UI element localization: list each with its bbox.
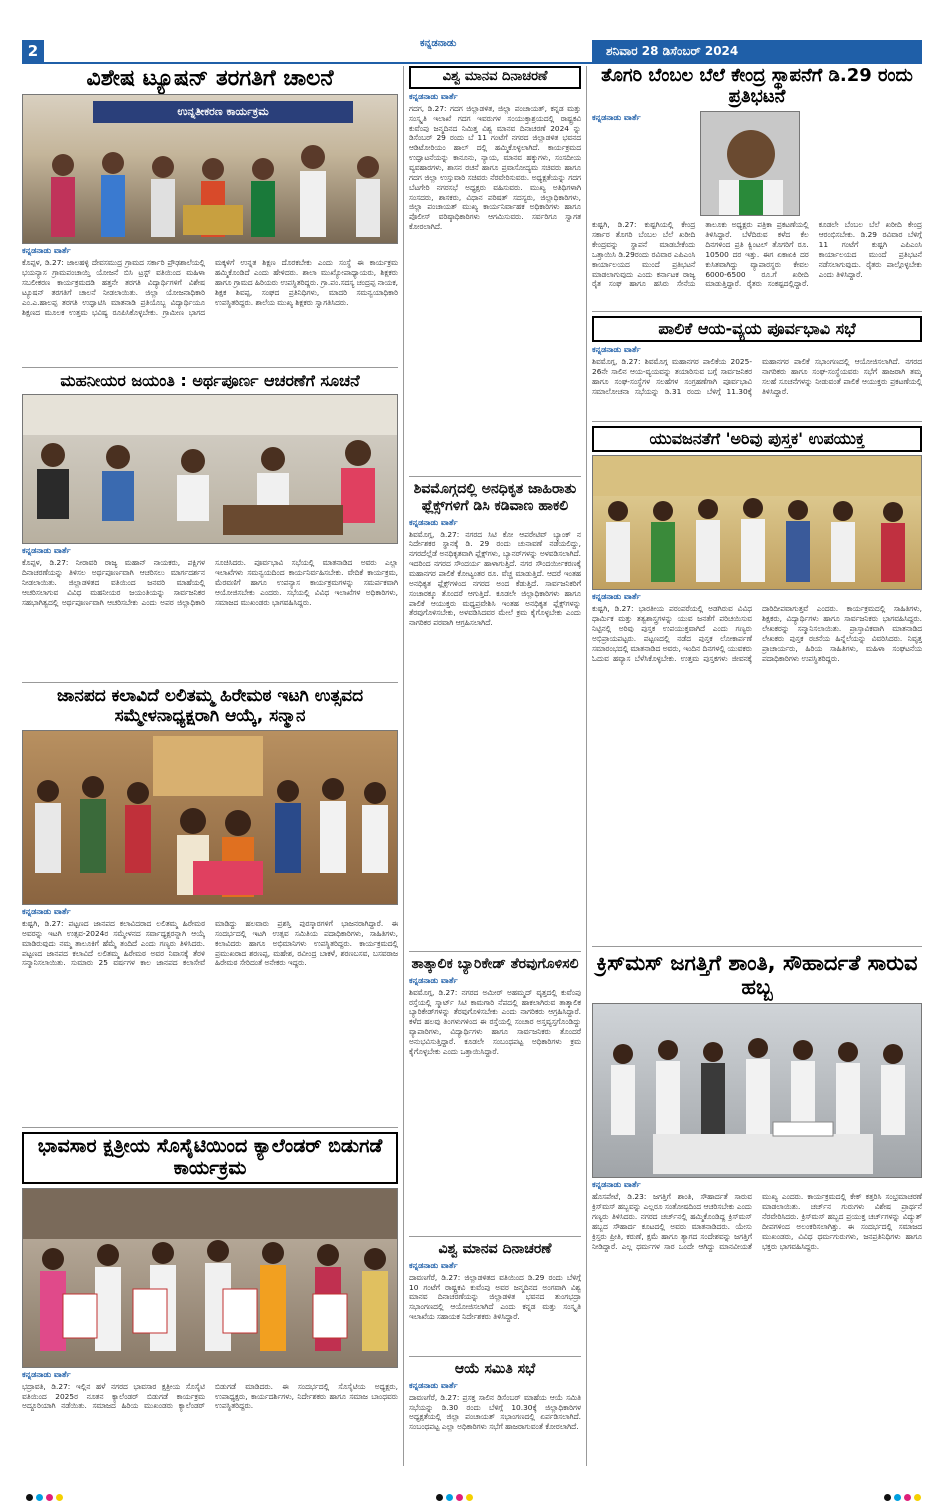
registration-dot: [456, 1494, 463, 1501]
article-body: ಶಿವಮೊಗ್ಗ, ಡಿ.27: ನಗರದ ಅಮೀರ್ ಅಹಮ್ಮದ್ ವೃತ್ತದಲ್ಲಿ ಕುವೆಂಪು ರಸ್ತೆಯಲ್ಲಿ ಸ್ಮಾರ್ಟ್ ಸಿಟಿ ಕಾಮಗಾರಿ ನೆಪದಲ್ಲಿ ಹಾಕಲಾಗಿರುವ ತಾತ್ಕಾಲಿಕ ಬ್ಯಾರಿಕೇಡ್‌ಗಳನ್ನು ತೆರವುಗೊಳಿಸಬೇಕು ಎಂದು ನಾಗರಿಕರು ಆಗ್ರಹಿಸಿದ್ದಾರೆ. ಕಳೆದ ಹಲವು ತಿಂಗಳುಗಳಿಂದ ಈ ರಸ್ತೆಯಲ್ಲಿ ಸಂಚಾರ ಅಸ್ತವ್ಯಸ್ತಗೊಂಡಿದ್ದು ವ್ಯಾಪಾರಿಗಳು, ವಿದ್ಯಾರ್ಥಿಗಳು ಹಾಗೂ ಸಾರ್ವಜನಿಕರು ತೊಂದರೆ ಅನುಭವಿಸುತ್ತಿದ್ದಾರೆ. ಕೂಡಲೇ ಸಂಬಂಧಪಟ್ಟ ಅಧಿಕಾರಿಗಳು ಕ್ರಮ ಕೈಗೊಳ್ಳಬೇಕು ಎಂದು ಒತ್ತಾಯಿಸಿದ್ದಾರೆ.: [409, 987, 581, 1056]
story-arivu: [592, 421, 922, 941]
headline: ತೊಗರಿ ಬೆಂಬಲ ಬೆಲೆ ಕೇಂದ್ರ ಸ್ಥಾಪನೆಗೆ ಡಿ.29 ರಂದು ಪ್ರತಿಭಟನೆ: [601, 66, 913, 107]
registration-dot: [466, 1494, 473, 1501]
registration-dot: [46, 1494, 53, 1501]
event-banner: ಉನ್ನತೀಕರಣ ಕಾರ್ಯಕ್ರಮ: [93, 101, 353, 123]
registration-dot: [36, 1494, 43, 1501]
registration-dot: [894, 1494, 901, 1501]
byline: ಕನ್ನಡನಾಡು ವಾರ್ತೆ: [22, 246, 71, 256]
byline: ಕನ್ನಡನಾಡು ವಾರ್ತೆ: [409, 1380, 458, 1390]
story-tuition: [22, 66, 398, 362]
story-lalitamma: [22, 682, 398, 1122]
byline: ಕನ್ನಡನಾಡು ವಾರ್ತೆ: [409, 91, 458, 101]
byline: ಕನ್ನಡನಾಡು ವಾರ್ತೆ: [592, 113, 641, 123]
date-bar: ಶನಿವಾರ 28 ಡಿಸೆಂಬರ್ 2024: [592, 40, 922, 62]
byline: ಕನ್ನಡನಾಡು ವಾರ್ತೆ: [22, 907, 71, 917]
article-body: ಕುಷ್ಟಗಿ, ಡಿ.27: ಭಾರತೀಯ ಪರಂಪರೆಯಲ್ಲಿ ಅಡಗಿರುವ ವಿವಿಧ ಧಾರ್ಮಿಕ ಮತ್ತು ತತ್ವಶಾಸ್ತ್ರಗಳನ್ನು ಯುವ ಜನತೆಗೆ ಪರಿಚಯಿಸುವ ನಿಟ್ಟಿನಲ್ಲಿ ಅರಿವು ಪುಸ್ತಕ ಉಪಯುಕ್ತವಾಗಿದೆ ಎಂದು ಗಣ್ಯರು ಅಭಿಪ್ರಾಯಪಟ್ಟರು. ಪಟ್ಟಣದಲ್ಲಿ ನಡೆದ ಪುಸ್ತಕ ಲೋಕಾರ್ಪಣೆ ಸಮಾರಂಭದಲ್ಲಿ ಮಾತನಾಡಿದ ಅವರು, ಇಂದಿನ ದಿನಗಳಲ್ಲಿ ಯುವಕರು ಓದುವ ಹವ್ಯಾಸ ಬೆಳೆಸಿಕೊಳ್ಳಬೇಕು. ಉತ್ತಮ ಪುಸ್ತಕಗಳು ಜೀವನಕ್ಕೆ ದಾರಿದೀಪವಾಗುತ್ತವೆ ಎಂದರು. ಕಾರ್ಯಕ್ರಮದಲ್ಲಿ ಸಾಹಿತಿಗಳು, ಶಿಕ್ಷಕರು, ವಿದ್ಯಾರ್ಥಿಗಳು ಹಾಗೂ ಸಾರ್ವಜನಿಕರು ಭಾಗವಹಿಸಿದ್ದರು. ಲೇಖಕರನ್ನು ಸನ್ಮಾನಿಸಲಾಯಿತು. ಪ್ರಾಸ್ತಾವಿಕವಾಗಿ ಮಾತನಾಡಿದ ಲೇಖಕರು ಪುಸ್ತಕ ರಚನೆಯ ಹಿನ್ನೆಲೆಯನ್ನು ವಿವರಿಸಿದರು. ನಿವೃತ್ತ ಪ್ರಾಚಾರ್ಯರು, ಹಿರಿಯ ಸಾಹಿತಿಗಳು, ಮಹಿಳಾ ಸಂಘಟನೆಯ ಪದಾಧಿಕಾರಿಗಳು ಉಪಸ್ಥಿತರಿದ್ದರು.: [592, 604, 922, 663]
byline: ಕನ್ನಡನಾಡು ವಾರ್ತೆ: [22, 546, 71, 556]
registration-dot: [436, 1494, 443, 1501]
news-photo: [22, 1188, 398, 1368]
masthead: ಕನ್ನಡನಾಡು: [420, 38, 457, 49]
story-aaye: [409, 1356, 581, 1472]
headline: ವಿಶೇಷ ಟ್ಯೂಷನ್ ತರಗತಿಗೆ ಚಾಲನೆ: [86, 66, 334, 91]
article-body: ಕುಷ್ಟಗಿ, ಡಿ.27: ಕುಷ್ಟಗಿಯಲ್ಲಿ ಕೇಂದ್ರ ಸರ್ಕಾರ ತೊಗರಿ ಬೆಂಬಲ ಬೆಲೆ ಖರೀದಿ ಕೇಂದ್ರವನ್ನು ಸ್ಥಾಪನೆ ಮಾಡಬೇಕೆಂದು ಒತ್ತಾಯಿಸಿ ಡಿ.29ರಂದು ರವಿವಾರ ಎಪಿಎಂಸಿ ಕಾರ್ಯಾಲಯದ ಮುಂದೆ ಪ್ರತಿಭಟನೆ ಮಾಡಲಾಗುವುದು ಎಂದು ಕರ್ನಾಟಕ ರಾಜ್ಯ ರೈತ ಸಂಘ ಹಾಗೂ ಹಸಿರು ಸೇನೆಯ ತಾಲೂಕು ಅಧ್ಯಕ್ಷರು ಪತ್ರಿಕಾ ಪ್ರಕಟಣೆಯಲ್ಲಿ ತಿಳಿಸಿದ್ದಾರೆ. ಬೆಳೆದಿರುವ ಕಳೆದ ಕೆಲ ದಿನಗಳಿಂದ ಪ್ರತಿ ಕ್ವಿಂಟಲ್ ತೊಗರಿಗೆ ರೂ. 10500 ದರ ಇತ್ತು. ಈಗ ಏಕಾಏಕಿ ದರ ಕುಸಿತವಾಗಿದ್ದು ವ್ಯಾಪಾರಸ್ಥರು ಕೇವಲ 6000-6500 ರೂ.ಗೆ ಖರೀದಿ ಮಾಡುತ್ತಿದ್ದಾರೆ. ರೈತರು ಸಂಕಷ್ಟದಲ್ಲಿದ್ದಾರೆ. ಕೂಡಲೇ ಬೆಂಬಲ ಬೆಲೆ ಖರೀದಿ ಕೇಂದ್ರ ಆರಂಭಿಸಬೇಕು. ಡಿ.29 ರವಿವಾರ ಬೆಳಿಗ್ಗೆ 11 ಗಂಟೆಗೆ ಕುಷ್ಟಗಿ ಎಪಿಎಂಸಿ ಕಾರ್ಯಾಲಯದ ಮುಂದೆ ಪ್ರತಿಭಟನೆ ನಡೆಸಲಾಗುವುದು. ರೈತರು ಪಾಲ್ಗೊಳ್ಳಬೇಕು ಎಂದು ತಿಳಿಸಿದ್ದಾರೆ.: [592, 220, 922, 289]
byline: ಕನ್ನಡನಾಡು ವಾರ್ತೆ: [592, 592, 641, 602]
story-barricade: [409, 951, 581, 1231]
headline: ಶಿವಮೊಗ್ಗದಲ್ಲಿ ಅನಧಿಕೃತ ಜಾಹಿರಾತು ಫ್ಲೆಕ್ಸ್‌ಗಳಿಗೆ ಡಿಸಿ ಕಡಿವಾಣ ಹಾಕಲಿ: [413, 481, 577, 514]
registration-marks-right: [884, 1494, 921, 1501]
headline: ಪಾಲಿಕೆ ಆಯ-ವ್ಯಯ ಪೂರ್ವಭಾವಿ ಸಭೆ: [592, 316, 922, 342]
headline: ಯುವಜನತೆಗೆ 'ಅರಿವು ಪುಸ್ತಕ' ಉಪಯುಕ್ತ: [592, 426, 922, 452]
story-shivamogga-flex: [409, 476, 581, 946]
article-body: ಶಿವಮೊಗ್ಗ, ಡಿ.27: ನಗರದ ಸಿಟಿ ಕೋ ಆಪರೇಟಿವ್ ಬ್ಯಾಂಕ್ ನ ನಿರ್ದೇಶಕರ ಸ್ಥಾನಕ್ಕೆ ಡಿ. 29 ರಂದು ಚುನಾವಣೆ ನಡೆಯಲಿದ್ದು, ನಗರದೆಲ್ಲೆಡೆ ಅನಧಿಕೃತವಾಗಿ ಫ್ಲೆಕ್ಸ್‌ಗಳು, ಬ್ಯಾನರ್‌ಗಳನ್ನು ಅಳವಡಿಸಲಾಗಿದೆ. ಇದರಿಂದ ನಗರದ ಸೌಂದರ್ಯ ಹಾಳಾಗುತ್ತಿದೆ. ನಗರ ಸೌಂದರ್ಯೀಕರಣಕ್ಕೆ ಮಹಾನಗರ ಪಾಲಿಕೆ ಕೋಟ್ಯಂತರ ರೂ. ವೆಚ್ಚ ಮಾಡುತ್ತಿದೆ. ಆದರೆ ಇಂತಹ ಅನಧಿಕೃತ ಫ್ಲೆಕ್ಸ್‌ಗಳಿಂದ ನಗರದ ಅಂದ ಕೆಡುತ್ತಿದೆ. ಸಾರ್ವಜನಿಕರಿಗೆ ಸಂಚಾರಕ್ಕೂ ತೊಂದರೆ ಆಗುತ್ತಿದೆ. ಕೂಡಲೇ ಜಿಲ್ಲಾಧಿಕಾರಿಗಳು ಹಾಗೂ ಪಾಲಿಕೆ ಆಯುಕ್ತರು ಮಧ್ಯಪ್ರವೇಶಿಸಿ ಇಂತಹ ಅನಧಿಕೃತ ಫ್ಲೆಕ್ಸ್‌ಗಳನ್ನು ತೆರವುಗೊಳಿಸಬೇಕು, ಅಳವಡಿಸಿದವರ ಮೇಲೆ ಕ್ರಮ ಕೈಗೊಳ್ಳಬೇಕು ಎಂದು ನಾಗರಿಕರ ಪರವಾಗಿ ಆಗ್ರಹಿಸಲಾಗಿದೆ.: [409, 529, 581, 628]
byline: ಕನ್ನಡನಾಡು ವಾರ್ತೆ: [409, 975, 458, 985]
felicitation-illustration: [23, 731, 398, 905]
column-divider: [403, 66, 404, 1466]
story-togari: [592, 66, 922, 306]
article-body: ಕುಷ್ಟಗಿ, ಡಿ.27: ಪಟ್ಟಣದ ಜಾನಪದ ಕಲಾವಿದರಾದ ಲಲಿತಮ್ಮ ಹಿರೇಮಠ ಅವರನ್ನು ಇಟಗಿ ಉತ್ಸವ-2024ರ ಸಮ್ಮೇಳನದ ಸರ್ವಾಧ್ಯಕ್ಷರನ್ನಾಗಿ ಆಯ್ಕೆ ಮಾಡಿರುವುದು ನಮ್ಮ ತಾಲೂಕಿಗೆ ಹೆಮ್ಮೆ ತಂದಿದೆ ಎಂದು ಗಣ್ಯರು ತಿಳಿಸಿದರು. ಪಟ್ಟಣದ ಜಾನಪದ ಕಲಾವಿದೆ ಲಲಿತಮ್ಮ ಹಿರೇಮಠ ಅವರ ನಿವಾಸಕ್ಕೆ ತೆರಳಿ ಸನ್ಮಾನಿಸಲಾಯಿತು. ಸುಮಾರು 25 ವರ್ಷಗಳ ಕಾಲ ಜಾನಪದ ಕಲಾಸೇವೆ ಮಾಡಿದ್ದು ಹಲವಾರು ಪ್ರಶಸ್ತಿ ಪುರಸ್ಕಾರಗಳಿಗೆ ಭಾಜನರಾಗಿದ್ದಾರೆ. ಈ ಸಂದರ್ಭದಲ್ಲಿ ಇಟಗಿ ಉತ್ಸವ ಸಮಿತಿಯ ಪದಾಧಿಕಾರಿಗಳು, ಸಾಹಿತಿಗಳು, ಕಲಾವಿದರು ಹಾಗೂ ಅಭಿಮಾನಿಗಳು ಉಪಸ್ಥಿತರಿದ್ದರು. ಕಾರ್ಯಕ್ರಮದಲ್ಲಿ ಪ್ರಮುಖರಾದ ಶರಣಪ್ಪ, ಮಹೇಶ, ರವೀಂದ್ರ ಬಾಕಳೆ, ಶರಣಬಸವ, ಬಸವರಾಜ ಹಿರೇಮಠ ಸೇರಿದಂತೆ ಅನೇಕರು ಇದ್ದರು.: [22, 919, 398, 968]
book-release-illustration: [593, 456, 922, 590]
news-photo: [592, 455, 922, 590]
headline: ವಿಶ್ವ ಮಾನವ ದಿನಾಚರಣೆ: [438, 1241, 552, 1257]
headline: ಜಾನಪದ ಕಲಾವಿದೆ ಲಲಿತಮ್ಮ ಹಿರೇಮಠ ಇಟಗಿ ಉತ್ಸವದ ಸಮ್ಮೇಳನಾಧ್ಯಕ್ಷರಾಗಿ ಆಯ್ಕೆ, ಸನ್ಮಾನ: [56, 686, 364, 726]
article-body: ಹೊಸಪೇಟೆ, ಡಿ.23: ಜಗತ್ತಿಗೆ ಶಾಂತಿ, ಸೌಹಾರ್ದತೆ ಸಾರುವ ಕ್ರಿಸ್‌ಮಸ್ ಹಬ್ಬವನ್ನು ಎಲ್ಲರೂ ಸಂತೋಷದಿಂದ ಆಚರಿಸಬೇಕು ಎಂದು ಗಣ್ಯರು ತಿಳಿಸಿದರು. ನಗರದ ಚರ್ಚ್‌ನಲ್ಲಿ ಹಮ್ಮಿಕೊಂಡಿದ್ದ ಕ್ರಿಸ್‌ಮಸ್ ಹಬ್ಬದ ಸೌಹಾರ್ದ ಕೂಟದಲ್ಲಿ ಅವರು ಮಾತನಾಡಿದರು. ಯೇಸು ಕ್ರಿಸ್ತರು ಪ್ರೀತಿ, ಕರುಣೆ, ಕ್ಷಮೆ ಹಾಗೂ ತ್ಯಾಗದ ಸಂದೇಶವನ್ನು ಜಗತ್ತಿಗೆ ನೀಡಿದ್ದಾರೆ. ಎಲ್ಲ ಧರ್ಮಗಳ ಸಾರ ಒಂದೇ ಆಗಿದ್ದು ಮಾನವೀಯತೆ ಮುಖ್ಯ ಎಂದರು. ಕಾರ್ಯಕ್ರಮದಲ್ಲಿ ಕೇಕ್ ಕತ್ತರಿಸಿ ಸಂಭ್ರಮಾಚರಣೆ ಮಾಡಲಾಯಿತು. ಚರ್ಚ್‌ನ ಗುರುಗಳು ವಿಶೇಷ ಪ್ರಾರ್ಥನೆ ನೆರವೇರಿಸಿದರು. ಕ್ರಿಸ್‌ಮಸ್ ಹಬ್ಬದ ಪ್ರಯುಕ್ತ ಚರ್ಚ್‌ಗಳನ್ನು ವಿದ್ಯುತ್ ದೀಪಗಳಿಂದ ಅಲಂಕರಿಸಲಾಗಿತ್ತು. ಈ ಸಂದರ್ಭದಲ್ಲಿ ಸಮಾಜದ ಮುಖಂಡರು, ವಿವಿಧ ಧರ್ಮಗುರುಗಳು, ಜನಪ್ರತಿನಿಧಿಗಳು ಹಾಗೂ ಭಕ್ತರು ಭಾಗವಹಿಸಿದ್ದರು.: [592, 1192, 922, 1251]
story-christmas: [592, 946, 922, 1472]
story-bhavasara: [22, 1127, 398, 1472]
article-body: ದಾವಣಗೆರೆ, ಡಿ.27: ಪ್ರಸಕ್ತ ಸಾಲಿನ ಡಿಸೆಂಬರ್ ಮಾಹೆಯ ಆಯೆ ಸಮಿತಿ ಸಭೆಯನ್ನು ಡಿ.30 ರಂದು ಬೆಳಿಗ್ಗೆ 10.30ಕ್ಕೆ ಜಿಲ್ಲಾಧಿಕಾರಿಗಳ ಅಧ್ಯಕ್ಷತೆಯಲ್ಲಿ ಜಿಲ್ಲಾ ಪಂಚಾಯತ್ ಸಭಾಂಗಣದಲ್ಲಿ ಏರ್ಪಡಿಸಲಾಗಿದೆ. ಸಂಬಂಧಪಟ್ಟ ಎಲ್ಲಾ ಅಧಿಕಾರಿಗಳು ಸಭೆಗೆ ಹಾಜರಾಗುವಂತೆ ಕೋರಲಾಗಿದೆ.: [409, 1392, 581, 1432]
registration-dot: [904, 1494, 911, 1501]
news-photo: [22, 730, 398, 905]
story-mahaniyara: [22, 367, 398, 677]
registration-dot: [56, 1494, 63, 1501]
calendar-release-illustration: [23, 1189, 398, 1368]
registration-marks-left: [26, 1494, 63, 1501]
celebration-illustration: [593, 1004, 922, 1178]
registration-marks-center: [436, 1494, 473, 1501]
page-number: 2: [22, 40, 44, 62]
headline: ಮಹನೀಯರ ಜಯಂತಿ : ಅರ್ಥಪೂರ್ಣ ಆಚರಣೆಗೆ ಸೂಚನೆ: [60, 371, 360, 390]
page-header: [0, 0, 945, 60]
people-illustration: [23, 95, 398, 244]
headline: ಕ್ರಿಸ್‌ಮಸ್ ಜಗತ್ತಿಗೆ ಶಾಂತಿ, ಸೌಹಾರ್ದತೆ ಸಾರುವ ಹಬ್ಬ: [596, 951, 918, 1000]
byline: ಕನ್ನಡನಾಡು ವಾರ್ತೆ: [592, 345, 641, 355]
registration-dot: [884, 1494, 891, 1501]
registration-dot: [446, 1494, 453, 1501]
header-rule: [22, 62, 922, 64]
news-photo: [22, 394, 398, 544]
registration-dot: [914, 1494, 921, 1501]
article-body: ಭದ್ರಾವತಿ, ಡಿ.27: ಇಲ್ಲಿನ ಹಳೆ ನಗರದ ಭಾವಸಾರ ಕ್ಷತ್ರೀಯ ಸೊಸೈಟಿ ವತಿಯಿಂದ 2025ರ ನೂತನ ಕ್ಯಾಲೆಂಡರ್ ಬಿಡುಗಡೆ ಕಾರ್ಯಕ್ರಮ ಅದ್ದೂರಿಯಾಗಿ ನಡೆಯಿತು. ಸಮಾಜದ ಹಿರಿಯ ಮುಖಂಡರು ಕ್ಯಾಲೆಂಡರ್ ಬಿಡುಗಡೆ ಮಾಡಿದರು. ಈ ಸಂದರ್ಭದಲ್ಲಿ ಸೊಸೈಟಿಯ ಅಧ್ಯಕ್ಷರು, ಉಪಾಧ್ಯಕ್ಷರು, ಕಾರ್ಯದರ್ಶಿಗಳು, ನಿರ್ದೇಶಕರು ಹಾಗೂ ಸಮಾಜ ಬಾಂಧವರು ಉಪಸ್ಥಿತರಿದ್ದರು.: [22, 1381, 398, 1411]
article-body: ಗದಗ, ಡಿ.27: ಗದಗ ಜಿಲ್ಲಾಡಳಿತ, ಜಿಲ್ಲಾ ಪಂಚಾಯತ್, ಕನ್ನಡ ಮತ್ತು ಸಂಸ್ಕೃತಿ ಇಲಾಖೆ ಗದಗ ಇವರುಗಳ ಸಂಯುಕ್ತಾಶ್ರಯದಲ್ಲಿ ರಾಷ್ಟ್ರಕವಿ ಕುವೆಂಪು ಜನ್ಮದಿನದ ನಿಮಿತ್ತ ವಿಶ್ವ ಮಾನವ ದಿನಾಚರಣೆ 2024 ನ್ನು ಡಿಸೆಂಬರ್ 29 ರಂದು ಬೆ 11 ಗಂಟೆಗೆ ನಗರದ ಜಿಲ್ಲಾಡಳಿತ ಭವನದ ಆಡಿಟೋರಿಯಂ ಹಾಲ್ ದಲ್ಲಿ ಹಮ್ಮಿಕೊಳ್ಳಲಾಗಿದೆ. ಕಾರ್ಯಕ್ರಮದ ಉದ್ಘಾಟನೆಯನ್ನು ಕಾನೂನು, ನ್ಯಾಯ, ಮಾನವ ಹಕ್ಕುಗಳು, ಸಂಸದೀಯ ವ್ಯವಹಾರಗಳು, ಶಾಸನ ರಚನೆ ಹಾಗೂ ಪ್ರವಾಸೋದ್ಯಮ ಸಚಿವರು ಹಾಗೂ ಗದಗ ಜಿಲ್ಲಾ ಉಸ್ತುವಾರಿ ಸಚಿವರು ನೆರವೇರಿಸುವರು. ಅಧ್ಯಕ್ಷತೆಯನ್ನು ಗದಗ ಬೆಟಗೇರಿ ನಗರಸಭೆ ಅಧ್ಯಕ್ಷರು ವಹಿಸುವರು. ಮುಖ್ಯ ಅತಿಥಿಗಳಾಗಿ ಸಂಸದರು, ಶಾಸಕರು, ವಿಧಾನ ಪರಿಷತ್ ಸದಸ್ಯರು, ಜಿಲ್ಲಾಧಿಕಾರಿಗಳು, ಜಿಲ್ಲಾ ಪಂಚಾಯತ್ ಮುಖ್ಯ ಕಾರ್ಯನಿರ್ವಾಹಕ ಅಧಿಕಾರಿಗಳು ಹಾಗೂ ಪೊಲೀಸ್ ವರಿಷ್ಠಾಧಿಕಾರಿಗಳು ಆಗಮಿಸುವರು. ಸರ್ವರಿಗೂ ಸ್ವಾಗತ ಕೋರಲಾಗಿದೆ.: [409, 103, 581, 232]
byline: ಕನ್ನಡನಾಡು ವಾರ್ತೆ: [592, 1180, 641, 1190]
portrait-photo: [700, 111, 800, 216]
article-body: ದಾವಣಗೆರೆ, ಡಿ.27: ಜಿಲ್ಲಾಡಳಿತದ ವತಿಯಿಂದ ಡಿ.29 ರಂದು ಬೆಳಿಗ್ಗೆ 10 ಗಂಟೆಗೆ ರಾಷ್ಟ್ರಕವಿ ಕುವೆಂಪು ಅವರ ಜನ್ಮದಿನದ ಅಂಗವಾಗಿ ವಿಶ್ವ ಮಾನವ ದಿನಾಚರಣೆಯನ್ನು ಜಿಲ್ಲಾಡಳಿತ ಭವನದ ತುಂಗಭದ್ರಾ ಸಭಾಂಗಣದಲ್ಲಿ ಆಯೋಜಿಸಲಾಗಿದೆ ಎಂದು ಕನ್ನಡ ಮತ್ತು ಸಂಸ್ಕೃತಿ ಇಲಾಖೆಯ ಸಹಾಯಕ ನಿರ್ದೇಶಕರು ತಿಳಿಸಿದ್ದಾರೆ.: [409, 1272, 581, 1322]
person-icon: [701, 112, 800, 216]
column-divider: [586, 66, 587, 1466]
byline: ಕನ್ನಡನಾಡು ವಾರ್ತೆ: [22, 1369, 71, 1379]
article-body: ಕೊಪ್ಪಳ, ಡಿ.27: ಜಾಲಹಳ್ಳಿ ದೇವಸಮುದ್ರ ಗ್ರಾಮದ ಸರ್ಕಾರಿ ಪ್ರೌಢಶಾಲೆಯಲ್ಲಿ ಭಯನ್ಯಾಸ ಗ್ರಾಮಪಂಚಾಯ್ತಿ ಯೋಜನೆ ಬಿಸಿ ಟ್ರಸ್ಟ್ ವತಿಯಿಂದ ಮಹಿಳಾ ಸಬಲೀಕರಣ ಕಾರ್ಯಕ್ರಮದಡಿ ಹತ್ತನೇ ತರಗತಿ ವಿದ್ಯಾರ್ಥಿಗಳಿಗೆ ವಿಶೇಷ ಟ್ಯೂಷನ್ ತರಗತಿಗೆ ಚಾಲನೆ ನೀಡಲಾಯಿತು. ಜಿಲ್ಲಾ ಯೋಜನಾಧಿಕಾರಿ ಎಂ.ಎ.ಹಾಲಪ್ಪ ತರಗತಿ ಉದ್ಘಾಟಿಸಿ ಮಾತನಾಡಿ ಪ್ರತಿಯೊಬ್ಬ ವಿದ್ಯಾರ್ಥಿಯೂ ಶಿಕ್ಷಣದ ಮೂಲಕ ಉತ್ತಮ ಭವಿಷ್ಯ ರೂಪಿಸಿಕೊಳ್ಳಬೇಕು. ಗ್ರಾಮೀಣ ಭಾಗದ ಮಕ್ಕಳಿಗೆ ಉನ್ನತ ಶಿಕ್ಷಣ ದೊರಕಬೇಕು ಎಂದು ಸಂಸ್ಥೆ ಈ ಕಾರ್ಯಕ್ರಮ ಹಮ್ಮಿಕೊಂಡಿದೆ ಎಂದು ಹೇಳಿದರು. ಶಾಲಾ ಮುಖ್ಯೋಪಾಧ್ಯಾಯರು, ಶಿಕ್ಷಕರು ಹಾಗೂ ಗ್ರಾಮದ ಹಿರಿಯರು ಉಪಸ್ಥಿತರಿದ್ದರು. ಗ್ರಾ.ಪಂ.ಸದಸ್ಯ ಚಂದ್ರಪ್ಪ ನಾಯಕ, ಶಿಕ್ಷಕ ಶಿವಪ್ಪ, ಸಂಘದ ಪ್ರತಿನಿಧಿಗಳು, ಮಾದರಿ ಸಮನ್ವಯಾಧಿಕಾರಿ ಉಪಸ್ಥಿತರಿದ್ದರು. ಶಾಲೆಯ ಮುಖ್ಯ ಶಿಕ್ಷಕರು ಸ್ವಾಗತಿಸಿದರು.: [22, 258, 398, 317]
headline: ಭಾವಸಾರ ಕ್ಷತ್ರೀಯ ಸೊಸೈಟಿಯಿಂದ ಕ್ಯಾಲೆಂಡರ್ ಬಿಡುಗಡೆ ಕಾರ್ಯಕ್ರಮ: [22, 1132, 398, 1184]
meeting-illustration: [23, 395, 398, 544]
story-vishwa-manava-2: [409, 1236, 581, 1351]
headline: ತಾತ್ಕಾಲಿಕ ಬ್ಯಾರಿಕೇಡ್ ತೆರವುಗೊಳಿಸಲಿ: [411, 956, 579, 972]
news-photo: [592, 1003, 922, 1178]
article-body: ಶಿವಮೊಗ್ಗ, ಡಿ.27: ಶಿವಮೊಗ್ಗ ಮಹಾನಗರ ಪಾಲಿಕೆಯ 2025-26ನೇ ಸಾಲಿನ ಆಯ-ವ್ಯಯವನ್ನು ತಯಾರಿಸುವ ಬಗ್ಗೆ ಸಾರ್ವಜನಿಕರ ಹಾಗೂ ಸಂಘ-ಸಂಸ್ಥೆಗಳ ಸಲಹೆಗಳ ಸಂಗ್ರಹಣೆಗಾಗಿ ಪೂರ್ವಭಾವಿ ಸಮಾಲೋಚನಾ ಸಭೆಯನ್ನು ಡಿ.31 ರಂದು ಬೆಳಿಗ್ಗೆ 11.30ಕ್ಕೆ ಮಹಾನಗರ ಪಾಲಿಕೆ ಸಭಾಂಗಣದಲ್ಲಿ ಆಯೋಜಿಸಲಾಗಿದೆ. ನಗರದ ನಾಗರಿಕರು ಹಾಗೂ ಸಂಘ-ಸಂಸ್ಥೆಯವರು ಸಭೆಗೆ ಹಾಜರಾಗಿ ತಮ್ಮ ಸಲಹೆ ಸೂಚನೆಗಳನ್ನು ನೀಡುವಂತೆ ಪಾಲಿಕೆ ಆಯುಕ್ತರು ಪ್ರಕಟಣೆಯಲ್ಲಿ ತಿಳಿಸಿದ್ದಾರೆ.: [592, 357, 922, 396]
news-photo: [22, 94, 398, 244]
story-vishwa-manava-1: [409, 66, 581, 471]
headline: ಆಯೆ ಸಮಿತಿ ಸಭೆ: [454, 1361, 536, 1377]
article-body: ಕೊಪ್ಪಳ, ಡಿ.27: ನೀರಾವರಿ ರಾಜ್ಯ ಮಹಾನ್ ನಾಯಕರು, ಪಕ್ಷಿಗಳ ದಿನಾಚರಣೆಯನ್ನು ತಿಳಿಸಲ ಅರ್ಥಪೂರ್ಣವಾಗಿ ಆಚರಿಸಲು ಮಾರ್ಗದರ್ಶನ ನೀಡಲಾಯಿತು. ಜಿಲ್ಲಾಡಳಿತದ ವತಿಯಿಂದ ಜನವರಿ ಮಾಹೆಯಲ್ಲಿ ಆಚರಿಸಲಾಗುವ ವಿವಿಧ ಮಹನೀಯರ ಜಯಂತಿಯನ್ನು ಸಾರ್ವಜನಿಕರ ಸಹಭಾಗಿತ್ವದಲ್ಲಿ ಅರ್ಥಪೂರ್ಣವಾಗಿ ಆಚರಿಸಬೇಕು ಎಂದು ಅಪರ ಜಿಲ್ಲಾಧಿಕಾರಿ ಸೂಚಿಸಿದರು. ಪೂರ್ವಭಾವಿ ಸಭೆಯಲ್ಲಿ ಮಾತನಾಡಿದ ಅವರು ಎಲ್ಲಾ ಇಲಾಖೆಗಳು ಸಮನ್ವಯದಿಂದ ಕಾರ್ಯನಿರ್ವಹಿಸಬೇಕು. ವೇದಿಕೆ ಕಾರ್ಯಕ್ರಮ, ಮೆರವಣಿಗೆ ಹಾಗೂ ಉಪನ್ಯಾಸ ಕಾರ್ಯಕ್ರಮಗಳನ್ನು ಸಮರ್ಪಕವಾಗಿ ಆಯೋಜಿಸಬೇಕು ಎಂದರು. ಸಭೆಯಲ್ಲಿ ವಿವಿಧ ಇಲಾಖೆಗಳ ಅಧಿಕಾರಿಗಳು, ಸಮಾಜದ ಮುಖಂಡರು ಭಾಗವಹಿಸಿದ್ದರು.: [22, 558, 398, 607]
registration-dot: [26, 1494, 33, 1501]
byline: ಕನ್ನಡನಾಡು ವಾರ್ತೆ: [409, 1260, 458, 1270]
headline: ವಿಶ್ವ ಮಾನವ ದಿನಾಚರಣೆ: [409, 66, 581, 89]
story-palike: [592, 311, 922, 416]
byline: ಕನ್ನಡನಾಡು ವಾರ್ತೆ: [409, 517, 458, 527]
